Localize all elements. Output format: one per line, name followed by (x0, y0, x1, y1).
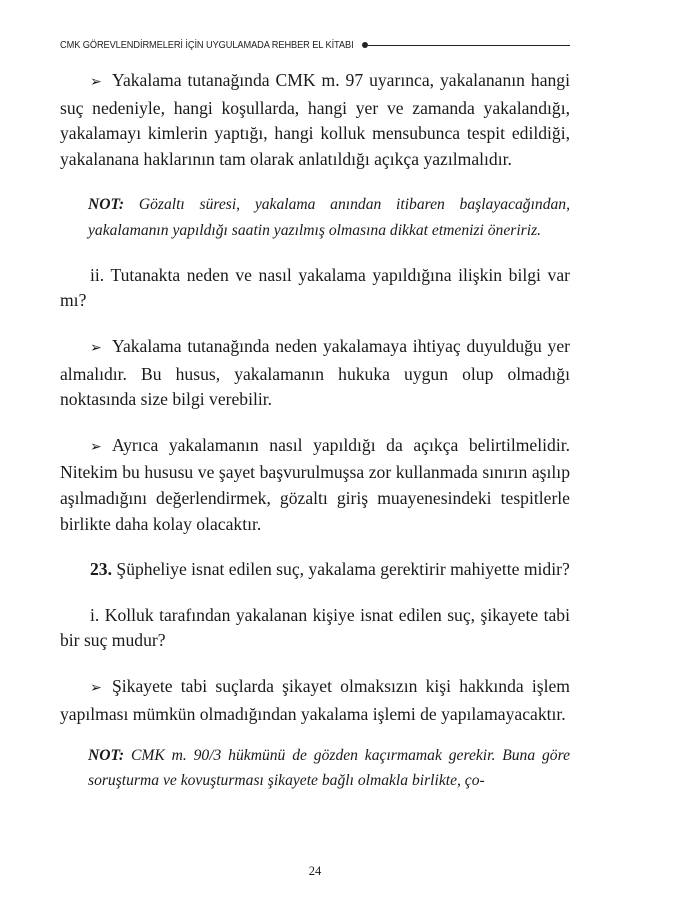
page-number: 24 (308, 864, 322, 878)
question-complaint-offence (60, 603, 570, 654)
question-text: i. Kolluk tarafından yakalanan kişiye isnat edilen suç, şikayete tabi bir suç mudur? (60, 604, 570, 651)
note-custody-duration (88, 192, 570, 242)
question-23 (60, 557, 570, 583)
note-cmk-90-3 (88, 743, 570, 793)
note-label: NOT: (88, 196, 125, 214)
paragraph-method-of-arrest (60, 433, 570, 537)
question-number: 23. (90, 559, 112, 580)
note-text: Gözaltı süresi, yakalama anından itibaren başlayacağından, yakalamanın yapıldığı saatin yazılmış olmasına dikkat etmenizi öneririz. (88, 196, 571, 239)
paragraph-text: Yakalama tutanağında neden yakalamaya ihtiyaç duyulduğu yer almalıdır. Bu husus, yakalamanın hukuka uygun olup olmadığı noktasında size bilgi verebilir. (60, 335, 570, 410)
note-text: CMK m. 90/3 hükmünü de gözden kaçırmamak gerekir. Buna göre soruşturma ve kovuşturması şikayete bağlı olmakla birlikte, ço- (88, 747, 570, 790)
header-rule (368, 45, 570, 46)
note-label: NOT: (88, 747, 125, 765)
paragraph-text: Yakalama tutanağında CMK m. 97 uyarınca, yakalananın hangi suç nedeniyle, hangi koşullarda, hangi yer ve zamanda yakalandığı, yakalamayı kimlerin yaptığı, hangi kolluk mensubunca tespit edildiği, yakalanana haklarının tam olarak anlatıldığı açıkça yazılmalıdır. (60, 70, 570, 169)
arrow-bullet-icon: ➢ (90, 74, 102, 90)
page-body (60, 68, 570, 794)
arrow-bullet-icon: ➢ (90, 438, 102, 455)
paragraph-arrest-report-contents (60, 68, 570, 172)
paragraph-text: Ayrıca yakalamanın nasıl yapıldığı da açıkça belirtilmelidir. Nitekim bu hususu ve şayet başvurulmuşsa zor kullanmada sınırın aşılıp aşılmadığını değerlendirmek, gözaltı giriş muayenesindeki tespitlerle birlikte daha kolay olacaktır. (60, 434, 570, 534)
arrow-bullet-icon: ➢ (90, 679, 102, 696)
paragraph-reason-for-arrest (60, 334, 570, 413)
paragraph-text: Şikayete tabi suçlarda şikayet olmaksızın kişi hakkında işlem yapılması mümkün olmadığından yakalama işlemi de yapılamayacaktır. (60, 675, 570, 724)
question-reason-and-method (60, 263, 570, 314)
arrow-bullet-icon: ➢ (90, 339, 102, 356)
running-header (60, 38, 570, 52)
header-title: CMK GÖREVLENDİRMELERİ İÇİN UYGULAMADA REHBER EL KİTABI (60, 39, 354, 51)
paragraph-complaint-requirement (60, 674, 570, 727)
question-text: Şüpheliye isnat edilen suç, yakalama gerektirir mahiyette midir? (116, 559, 570, 580)
question-text: ii. Tutanakta neden ve nasıl yakalama yapıldığına ilişkin bilgi var mı? (60, 264, 570, 311)
